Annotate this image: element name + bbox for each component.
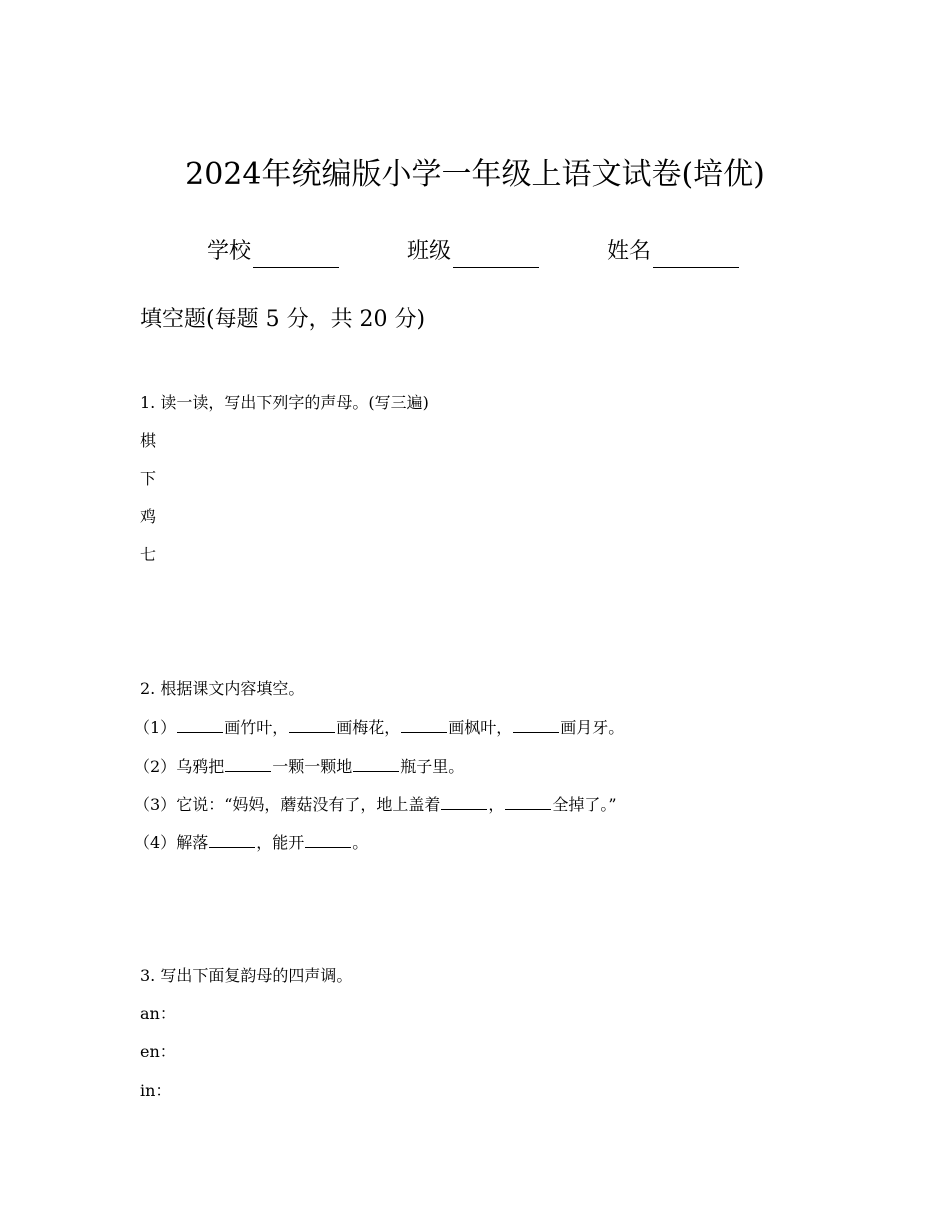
q2-prompt: 2. 根据课文内容填空。 (140, 679, 305, 698)
name-blank[interactable] (653, 245, 739, 268)
q2-line-4-text-c: 。 (352, 833, 369, 852)
q2-line-3-text-b: ， (488, 795, 505, 814)
q2-line-4-number: （4） (134, 833, 177, 852)
q2-line-3 (134, 792, 617, 817)
q2-line-1-text-d: 画月牙。 (560, 718, 625, 737)
fill-blank[interactable] (513, 715, 559, 733)
fill-blank[interactable] (505, 792, 551, 810)
q3-item: en： (140, 1042, 176, 1061)
name-label: 姓名 (607, 239, 652, 264)
section-title: 填空题(每题 5 分，共 20 分) (140, 307, 426, 332)
q1-char: 棋 (140, 431, 157, 450)
page-title: 2024年统编版小学一年级上语文试卷(培优) (185, 157, 765, 192)
q1-prompt: 1. 读一读，写出下列字的声母。(写三遍) (140, 393, 429, 412)
school-field (207, 236, 339, 268)
class-label: 班级 (407, 239, 452, 264)
q2-line-2-text-c: 瓶子里。 (400, 757, 465, 776)
q2-line-4-text-b: ，能开 (256, 833, 305, 852)
fill-blank[interactable] (441, 792, 487, 810)
q2-line-1 (134, 715, 624, 740)
fill-blank[interactable] (289, 715, 335, 733)
q2-line-1-text-b: 画梅花， (336, 718, 401, 737)
q2-line-1-number: （1） (134, 718, 177, 737)
school-blank[interactable] (253, 245, 339, 268)
q2-line-2-number: （2） (134, 757, 177, 776)
q3-item: in： (140, 1081, 172, 1100)
q3-item: an： (140, 1004, 176, 1023)
class-blank[interactable] (453, 245, 539, 268)
q2-line-2-text-b: 一颗一颗地 (272, 757, 353, 776)
fill-blank[interactable] (401, 715, 447, 733)
class-field (407, 236, 539, 268)
name-field (607, 236, 739, 268)
q1-char: 下 (140, 469, 157, 488)
school-label: 学校 (207, 239, 252, 264)
q2-line-3-number: （3） (134, 795, 177, 814)
q2-line-1-text-c: 画枫叶， (448, 718, 513, 737)
q2-line-2 (134, 754, 464, 779)
fill-blank[interactable] (305, 830, 351, 848)
fill-blank[interactable] (177, 715, 223, 733)
q3-prompt: 3. 写出下面复韵母的四声调。 (140, 966, 353, 985)
q2-line-3-text-a: 它说：“妈妈，蘑菇没有了，地上盖着 (176, 795, 441, 814)
q1-char: 鸡 (140, 507, 157, 526)
q2-line-1-text-a: 画竹叶， (224, 718, 289, 737)
q2-line-3-text-c: 全掉了。” (552, 795, 617, 814)
fill-blank[interactable] (225, 754, 271, 772)
q2-line-2-text-a: 乌鸦把 (176, 757, 225, 776)
q2-line-4 (134, 830, 368, 855)
fill-blank[interactable] (209, 830, 255, 848)
fill-blank[interactable] (353, 754, 399, 772)
q2-line-4-text-a: 解落 (176, 833, 209, 852)
q1-char: 七 (140, 545, 157, 564)
